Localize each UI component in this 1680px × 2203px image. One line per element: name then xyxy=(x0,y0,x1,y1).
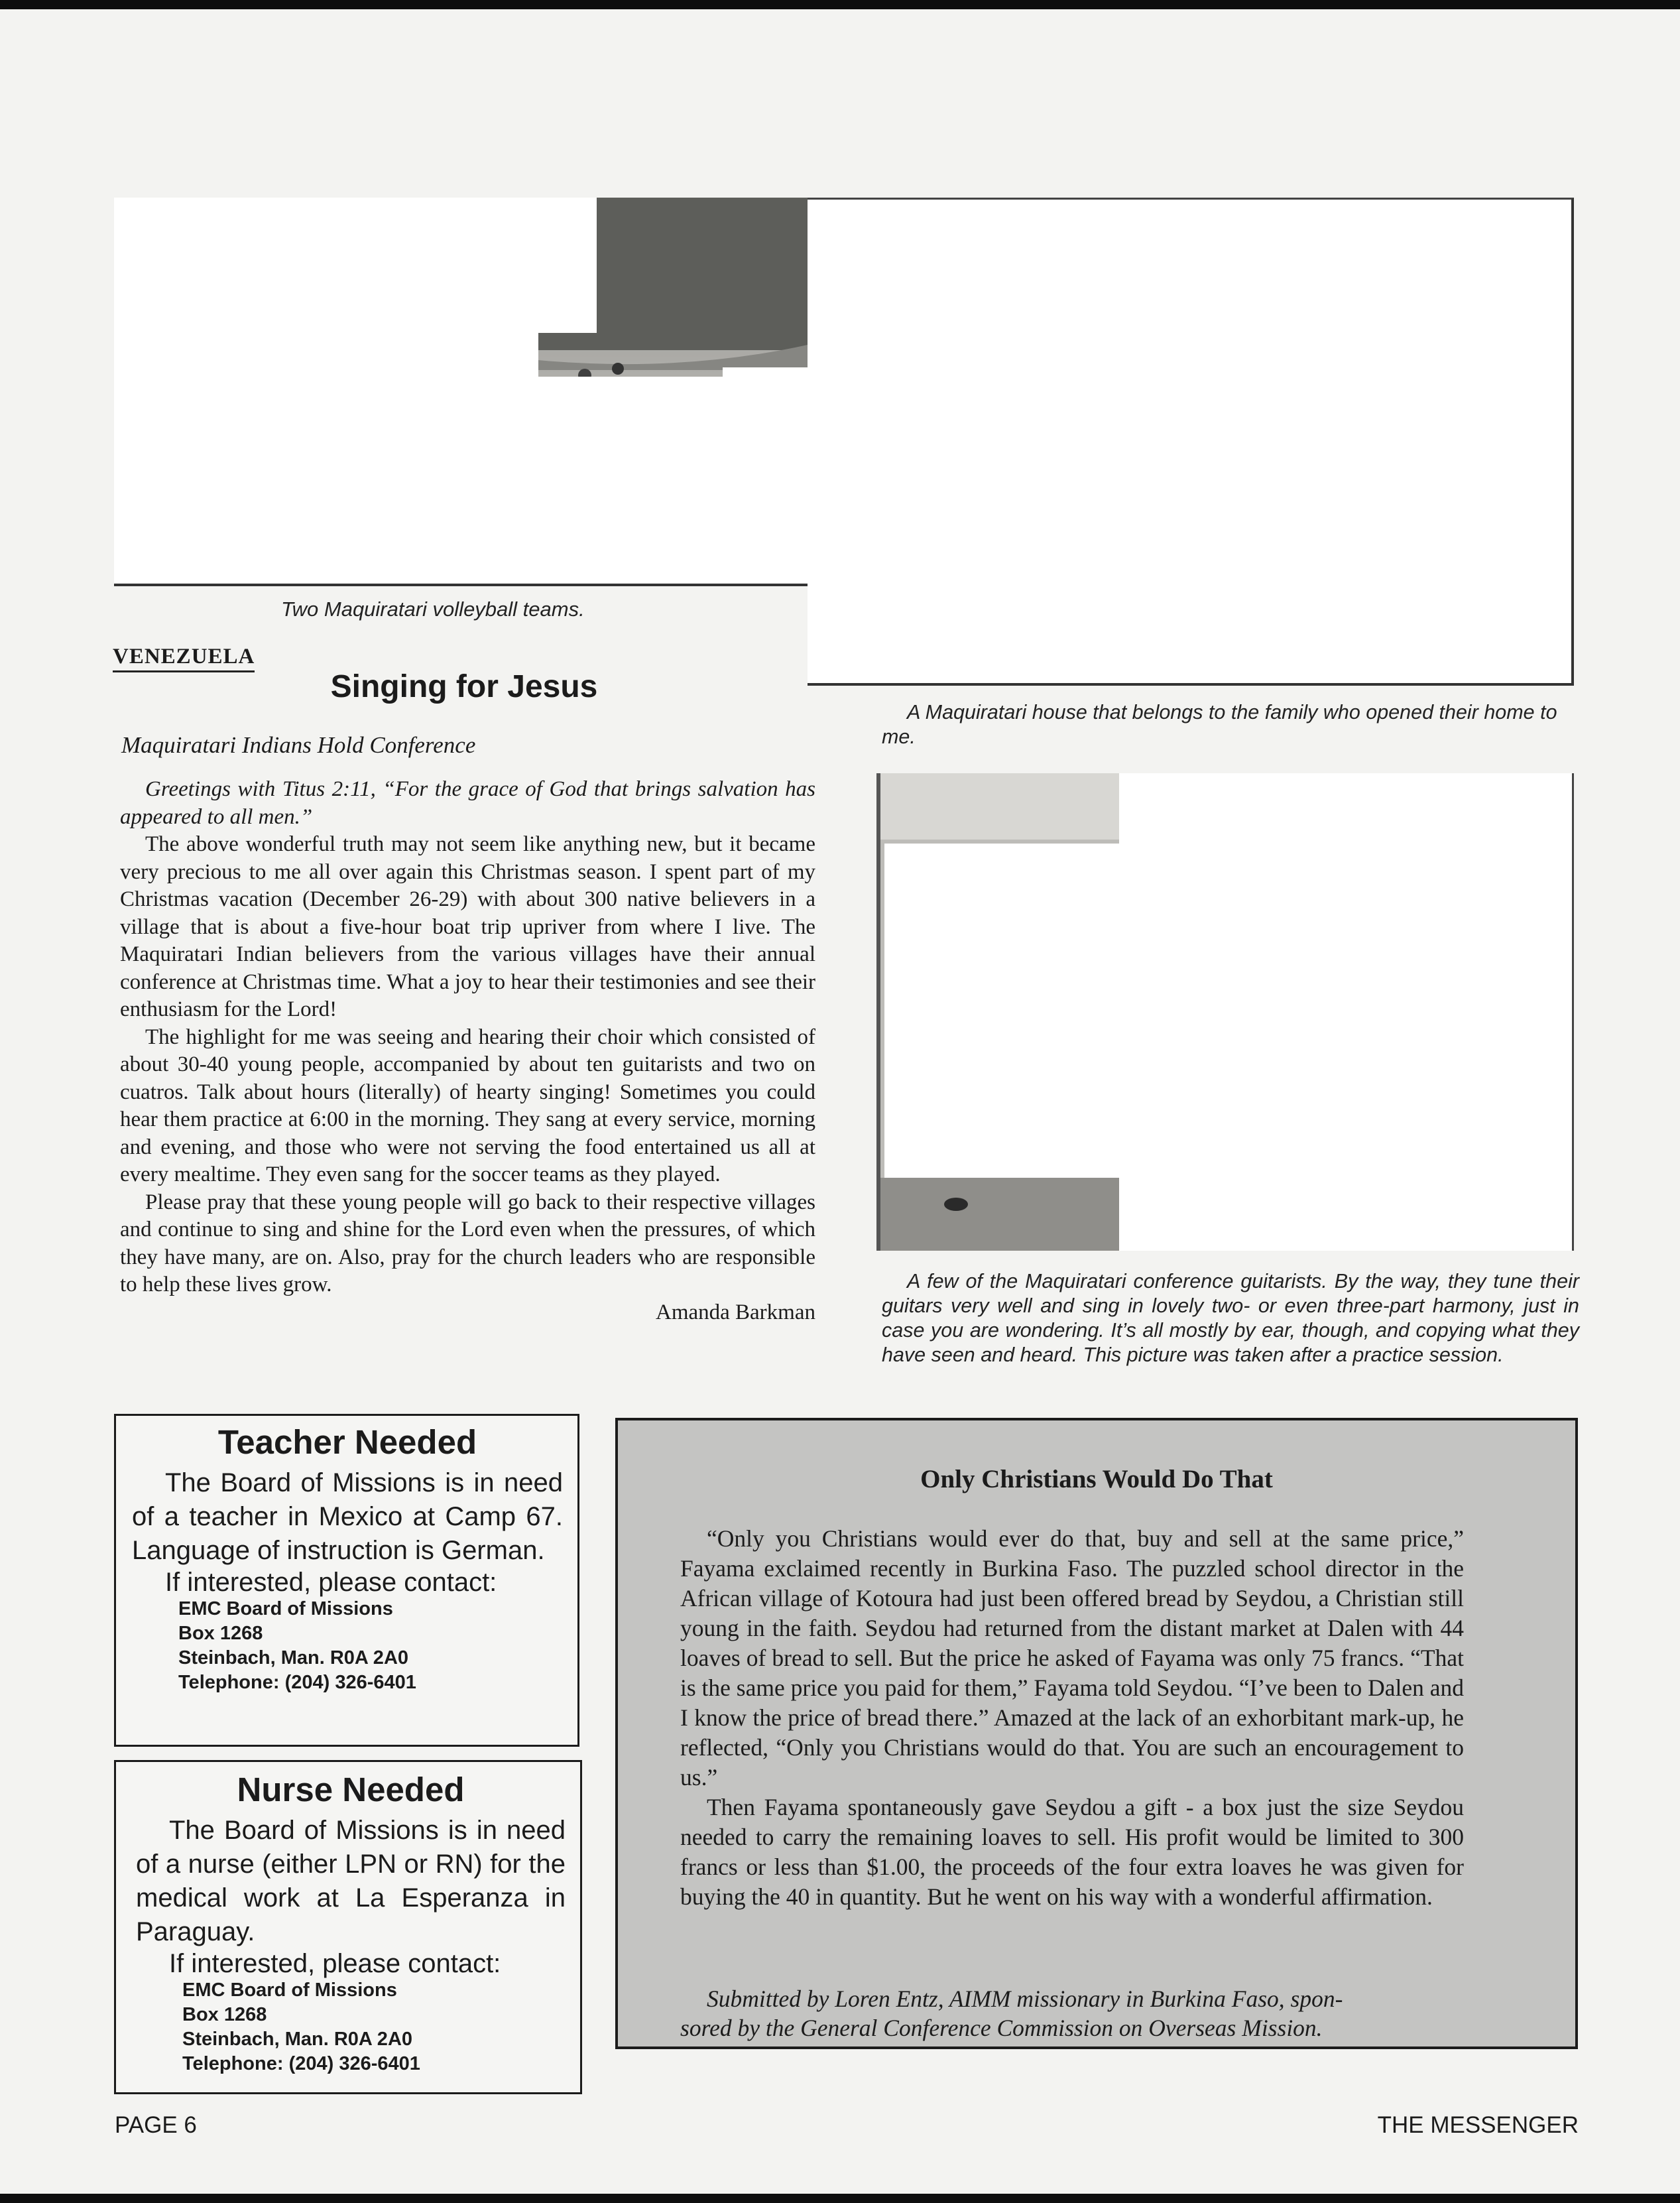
article-headline: Singing for Jesus xyxy=(330,669,598,704)
teacher-contact-address xyxy=(132,1597,563,1695)
teacher-needed-box xyxy=(114,1414,579,1747)
page-number: PAGE 6 xyxy=(115,2112,197,2138)
article-paragraph: The highlight for me was seeing and hearing their choir which consisted of about 30-40 young people, accompanied by about ten guitarists and two on cuatros. Talk about hours (literally) of hearty singing! Sometimes you could hear them practice at 6:00 in the morning. They sang at every service, morning and evening, and those who were not serving the food entertained us all at every mealtime. They even sang for the soccer teams as they played. xyxy=(120,1025,815,1186)
story-credit-line: sored by the General Conference Commission on Overseas Mission. xyxy=(680,2015,1323,2041)
article-paragraph: Please pray that these young people will go back to their respective villages and continue to sing and shine for the Lord even when the pressures, of which they have many, are on. Also, pray for the church leaders who are responsible to help these lives grow. xyxy=(120,1190,815,1296)
volleyball-caption: Two Maquiratari volleyball teams. xyxy=(281,598,585,621)
story-title: Only Christians Would Do That xyxy=(920,1465,1273,1493)
story-body xyxy=(680,1524,1464,1912)
story-credit xyxy=(680,1984,1464,2043)
nurse-contact-address xyxy=(136,1978,566,2076)
volleyball-photo xyxy=(114,198,808,586)
section-label: VENEZUELA xyxy=(113,645,255,672)
address-line: Telephone: (204) 326-6401 xyxy=(178,1672,416,1693)
article-body xyxy=(120,776,815,1326)
house-photo xyxy=(808,198,1574,686)
publication-name: THE MESSENGER xyxy=(1377,2112,1579,2138)
address-line: Steinbach, Man. R0A 2A0 xyxy=(182,2029,413,2050)
article-paragraph: Greetings with Titus 2:11, “For the grace of God that brings salvation has appeared to all men.” xyxy=(120,777,815,829)
guitarists-photo xyxy=(876,773,1574,1251)
story-paragraph: Then Fayama spontaneously gave Seydou a gift - a box just the size Seydou needed to carry the remaining loaves to sell. His profit would be limited to 300 francs or less than $1.00, the proceeds of the four extra loaves he was given for buying the 40 in quantity. But he went on his way with a wonderful affirmation. xyxy=(680,1794,1464,1910)
nurse-contact-lead: If interested, please contact: xyxy=(169,1949,501,1978)
story-box xyxy=(615,1418,1578,2049)
scan-border-top xyxy=(0,0,1680,9)
address-line: EMC Board of Missions xyxy=(182,1980,397,2001)
address-line: EMC Board of Missions xyxy=(178,1598,393,1619)
story-credit-line: Submitted by Loren Entz, AIMM missionary in Burkina Faso, spon- xyxy=(707,1985,1343,2012)
address-line: Telephone: (204) 326-6401 xyxy=(182,2053,420,2074)
article-signature: Amanda Barkman xyxy=(655,1300,815,1324)
address-line: Box 1268 xyxy=(178,1623,263,1644)
nurse-needed-box xyxy=(114,1760,582,2094)
guitarists-caption: A few of the Maquiratari conference guitarists. By the way, they tune their guitars very well and sing in lovely two- or even three-part harmony, just in case you are wondering. It’s all mostly by ear, though, and copying what they have seen and heard. This picture was taken after a practice session. xyxy=(882,1270,1579,1366)
scan-border-bottom xyxy=(0,2194,1680,2203)
house-caption: A Maquiratari house that belongs to the family who opened their home to me. xyxy=(882,701,1557,748)
teacher-needed-body: The Board of Missions is in need of a teacher in Mexico at Camp 67. Language of instruction is German. xyxy=(132,1468,563,1565)
story-paragraph: “Only you Christians would ever do that, buy and sell at the same price,” Fayama exclaimed recently in Burkina Faso. The puzzled school director in the African village of Kotoura had just been offered bread by Seydou, a Christian still young in the faith. Seydou had returned from the distant market at Dalen with 44 loaves of bread to sell. But the price he asked of Fayama was only 75 francs. “That is the same price you paid for them,” Fayama told Seydou. “I’ve been to Dalen and I know the price of bread there.” Amazed at the lack of an exhorbitant mark-up, he reflected, “Only you Christians would do that. You are such an encouragement to us.” xyxy=(680,1525,1464,1791)
article-subhead: Maquiratari Indians Hold Conference xyxy=(121,732,476,758)
address-line: Box 1268 xyxy=(182,2004,267,2025)
article-paragraph: The above wonderful truth may not seem like anything new, but it became very precious to me all over again this Christmas season. I spent part of my Christmas vacation (December 26-29) with about 300 native believers in a village that is about a five-hour boat trip upriver from where I live. The Maquiratari Indian believers from the various villages have their annual conference at Christmas time. What a joy to hear their testimonies and see their enthusiasm for the Lord! xyxy=(120,832,815,1021)
nurse-needed-body: The Board of Missions is in need of a nurse (either LPN or RN) for the medical work at La Esperanza in Paraguay. xyxy=(136,1816,566,1946)
address-line: Steinbach, Man. R0A 2A0 xyxy=(178,1647,409,1668)
teacher-needed-title: Teacher Needed xyxy=(217,1423,477,1461)
nurse-needed-title: Nurse Needed xyxy=(237,1771,465,1808)
teacher-contact-lead: If interested, please contact: xyxy=(165,1568,497,1597)
